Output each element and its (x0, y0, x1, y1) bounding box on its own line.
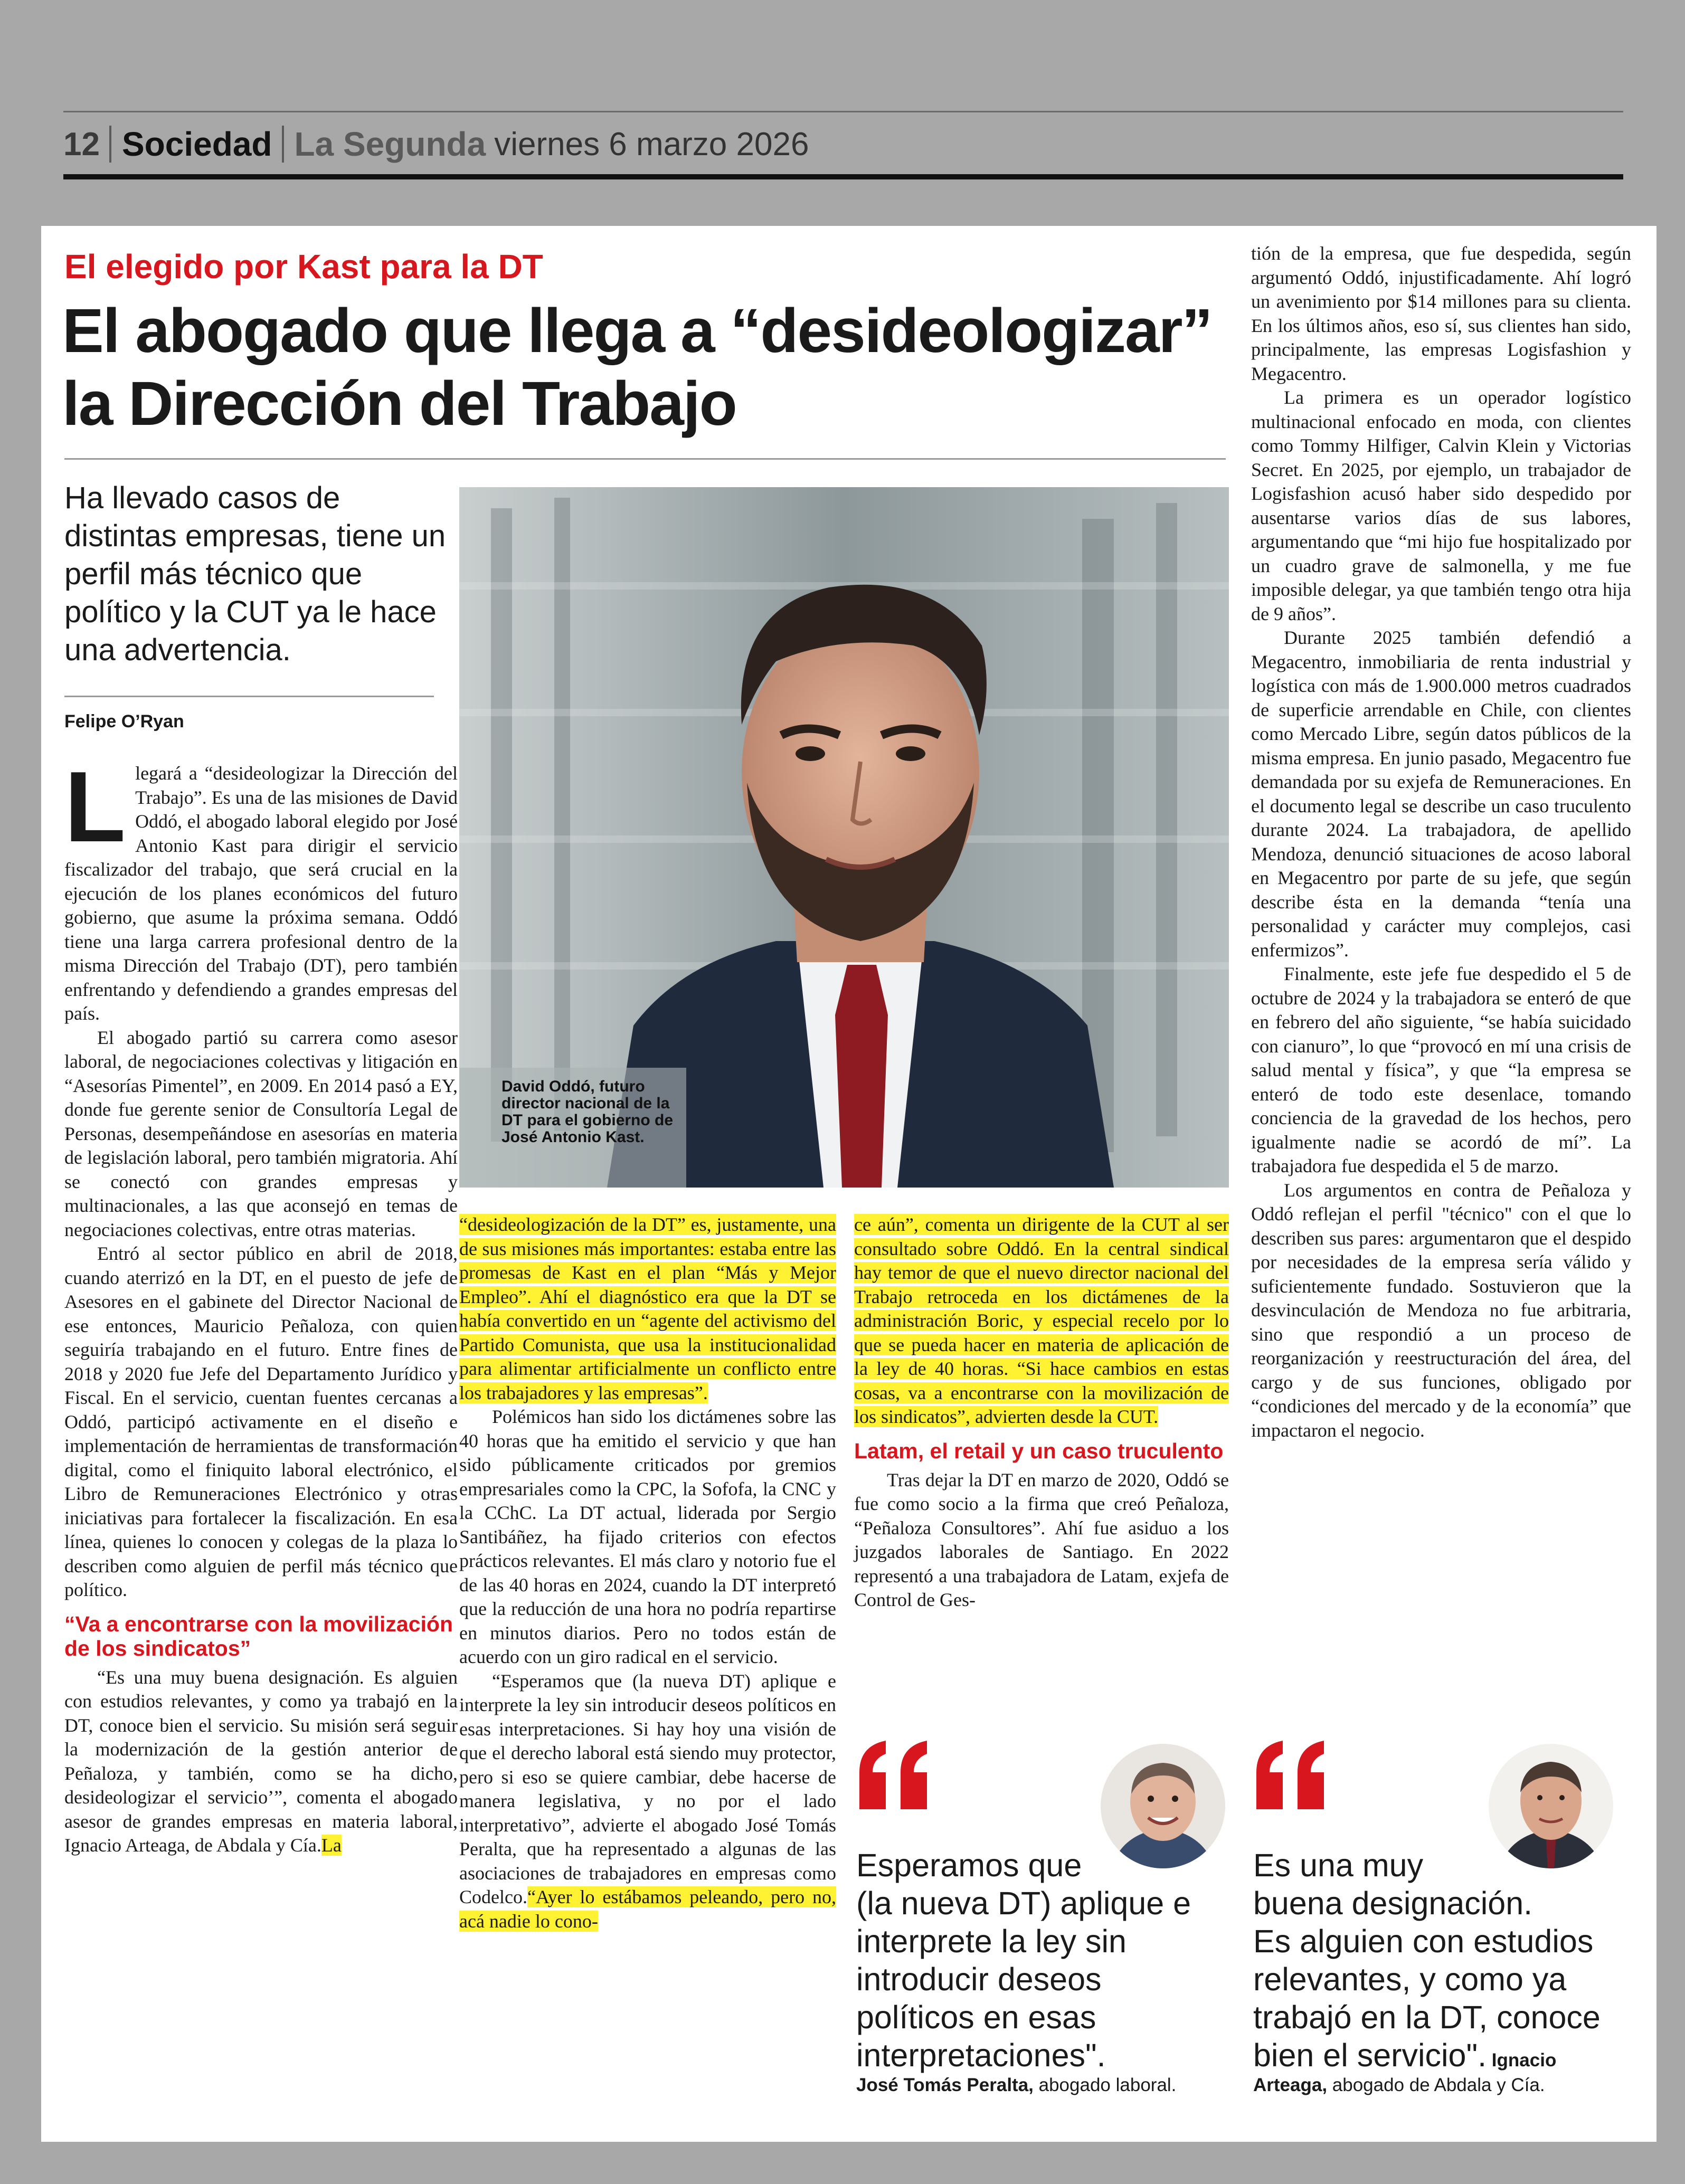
paragraph: tión de la empresa, que fue despedida, según argumentó Oddó, injustificadamente. Ahí logró un avenimiento por $14 millones para su clienta. En los últimos años, eso sí, sus clientes han sido, principalmente, las empresas Logisfashion y Megacentro. (1251, 243, 1631, 384)
quote-line: introducir deseos (856, 1961, 1102, 1997)
quote-line: interpretaciones". (856, 2037, 1106, 2073)
quote-line: relevantes, y como ya (1253, 1961, 1567, 1997)
issue-date: viernes 6 marzo 2026 (494, 126, 809, 163)
portrait-photo (459, 487, 1229, 1188)
quote-line: Esperamos que (856, 1847, 1082, 1883)
article-column-3 (854, 1213, 1229, 1612)
quote-line (1253, 2036, 1601, 2074)
highlighted-text: “Ayer lo estábamos peleando, pero no, acá nadie lo cono- (459, 1886, 836, 1932)
quote-mark-icon (854, 1741, 933, 1809)
article-column-1 (64, 751, 458, 1858)
article-column-4 (1251, 242, 1631, 1442)
article-page (41, 226, 1656, 2142)
paragraph-text: legará a “desideologizar la Dirección del Trabajo”. Es una de las misiones de David Oddó, el abogado laboral elegido por José Antonio Kast para dirigir el servicio fiscalizador del trabajo, que será crucial en la ejecución de los planes económicos del futuro gobierno, que asume la próxima semana. Oddó tiene una larga carrera profesional dentro de la misma Dirección del Trabajo (DT), pero también enfrentando y defendiendo a grandes empresas del país. (64, 763, 458, 1024)
paragraph: Finalmente, este jefe fue despedido el 5 de octubre de 2024 y la trabajadora se enteró de que en febrero del año siguiente, “se había suicidado con cianuro”, lo que “provocó en mí una crisis de salud mental y física”, y que “la empresa se enteró de todo este desenlace, tomando conciencia de la gravedad de los hechos, pero igualmente nadie se acordó de mí”. La trabajadora fue despedida el 5 de marzo. (1251, 963, 1631, 1176)
headline-line-1: El abogado que llega a “desideologizar” (62, 296, 1212, 366)
quote-line: políticos en esas (856, 1999, 1096, 2035)
masthead (63, 111, 1623, 179)
masthead-top-rule (63, 111, 1623, 112)
article-byline: Felipe O’Ryan (64, 711, 184, 732)
article-kicker: El elegido por Kast para la DT (64, 248, 543, 286)
paragraph: El abogado partió su carrera como asesor laboral, de negociaciones colectivas y litigación en “Asesorías Pimentel”, en 2009. En 2014 pasó a EY, donde fue gerente senior de Consultoría Legal de Personas, desempeñándose en asesorías en materia de legislación laboral, pero también migratoria. Ahí se conectó con grandes empresas y multinacionales, a las que aconsejó en temas de negociaciones colectivas, entre otras materias. (64, 1027, 458, 1240)
paragraph: La primera es un operador logístico multinacional enfocado en moda, con clientes como Tommy Hilfiger, Calvin Klein y Victorias Secret. En 2025, por ejemplo, un trabajador de Logisfashion acusó haber sido despedido por ausentarse varios días de sus labores, argumentando que “mi hijo fue hospitalizado por un cuadro grave de salmonella, y me fue imposible delegar, ya que también tengo otra hija de 9 años”. (1251, 387, 1631, 624)
quote-attribution (856, 2074, 1191, 2096)
section-subhead: “Va a encontrarse con la movilización de los sindicatos” (64, 1611, 453, 1660)
paragraph (459, 1213, 836, 1405)
paragraph-text: “Esperamos que (la nueva DT) aplique e interprete la ley sin introducir deseos políticos en esas interpretaciones. Si hay hoy una visión de que el derecho laboral está siendo muy protector, pero si eso se quiere cambiar, debe hacerse de manera legislativa, y no por el lado interpretativo”, advierte el abogado José Tomás Peralta, que ha representado a algunas de las asociaciones de trabajadores en empresas como Codelco. (459, 1670, 836, 1907)
article-headline (62, 295, 1239, 440)
pull-quote-arteaga (1251, 1741, 1636, 2121)
paragraph: Durante 2025 también defendió a Megacentro, inmobiliaria de renta industrial y logística con más de 1.900.000 metros cuadrados de superficie arrendable en Chile, con clientes como Mercado Libre, según datos públicos de la misma empresa. En junio pasado, Megacentro fue demandada por su exjefa de Remuneraciones. En el documento legal se describe un caso truculento durante 2024. La trabajadora, de apellido Mendoza, denunció situaciones de acoso laboral en Megacentro por parte de su jefe, que según describe ésta en la demanda “tenía una personalidad y carácter muy complejos, casi enfermizos”. (1251, 627, 1631, 961)
quote-attribution (1253, 2074, 1601, 2096)
paragraph-text: “Es una muy buena designación. Es alguien con estudios relevantes, y como ya trabajó en la DT, conoce bien el servicio. Su misión será seguir la modernización de la gestión anterior de Peñaloza, y también, como se ha dicho, desideologizar el servicio’”, comenta el abogado asesor de grandes empresas en materia laboral, Ignacio Arteaga, de Abdala y Cía. (64, 1666, 458, 1856)
pull-quote-peralta (854, 1741, 1247, 2121)
quote-line-end: bien el servicio". (1253, 2037, 1487, 2073)
newspaper-brand: La Segunda (294, 125, 486, 163)
quote-mark-icon (1251, 1741, 1330, 1809)
quote-author-role: abogado de Abdala y Cía. (1327, 2075, 1545, 2095)
masthead-bottom-rule (63, 174, 1623, 179)
photo-caption: David Oddó, futuro director nacional de la DT para el gobierno de José Antonio Kast. (501, 1078, 674, 1146)
drop-cap: L (64, 751, 126, 863)
masthead-divider (282, 126, 284, 163)
paragraph (64, 1666, 458, 1858)
paragraph: Los argumentos en contra de Peñaloza y Oddó reflejan el perfil "técnico" con el que lo describen sus pares: argumentaron que el despido por necesidades de la empresa sería válido y suficientemente fundado. Sostuvieron que la desvinculación de Mendoza no fue arbitraria, sino que respondió a un proceso de reorganización y reestructuración del área, del cargo y de sus funciones, obligado por “condiciones del mercado y de la economía” que impactaron el negocio. (1251, 1179, 1631, 1441)
paragraph: Entró al sector público en abril de 2018, cuando aterrizó en la DT, en el puesto de jefe de Asesores en el gabinete del Director Nacional de ese entonces, Mauricio Peñaloza, con quien seguiría trabajando en el futuro. Entre fines de 2018 y 2020 fue Jefe del Departamento Jurídico y Fiscal. En el servicio, cuentan fuentes cercanas a Oddó, participó activamente en el diseño e implementación de herramientas de transformación digital, como el finiquito laboral electrónico, el Libro de Remuneraciones Electrónico y otras iniciativas para fortalecer la fiscalización. En esa línea, quienes lo conocen y colegas de la plaza lo describen como alguien de perfil más técnico que político. (64, 1243, 458, 1600)
page-number: 12 (63, 126, 100, 163)
quote-line: trabajó en la DT, conoce (1253, 1999, 1601, 2035)
paragraph (64, 751, 458, 1026)
article-deck: Ha llevado casos de distintas empresas, tiene un perfil más técnico que político y la CUT ya le hace una advertencia. (64, 481, 446, 667)
highlighted-text: La (321, 1835, 342, 1856)
section-subhead: Latam, el retail y un caso truculento (854, 1438, 1224, 1463)
paragraph: Tras dejar la DT en marzo de 2020, Oddó se fue como socio a la firma que creó Peñaloza, “Peñaloza Consultores”. Ahí fue asiduo a los juzgados laborales de Santiago. En 2022 representó a una trabajadora de Latam, exjefa de Control de Ges- (854, 1469, 1229, 1610)
quote-author-first: Ignacio (1487, 2050, 1557, 2071)
masthead-divider (109, 126, 111, 163)
quote-line: buena designación. (1253, 1885, 1533, 1921)
paragraph (459, 1669, 836, 1934)
masthead-row (63, 120, 809, 168)
paragraph (854, 1213, 1229, 1429)
quote-line: (la nueva DT) aplique e (856, 1885, 1191, 1921)
deck-rule (64, 696, 434, 697)
article-column-2 (459, 1213, 836, 1933)
headline-line-2: la Dirección del Trabajo (62, 369, 736, 439)
quote-text (856, 1846, 1191, 2096)
quote-line: Es alguien con estudios (1253, 1923, 1594, 1959)
quote-line: Es una muy (1253, 1847, 1424, 1883)
quote-author: José Tomás Peralta, (856, 2075, 1034, 2095)
quote-text (1253, 1846, 1601, 2096)
paragraph: Polémicos han sido los dictámenes sobre las 40 horas que ha emitido el servicio y que han sido públicamente criticados por gremios empresariales como la CPC, la Sofofa, la CNC y la CChC. La DT actual, liderada por Sergio Santibáñez, ha fijado criterios con efectos prácticos relevantes. El más claro y notorio fue el de las 40 horas en 2024, cuando la DT interpretó que la reducción de una hora no podría repartirse en minutos diarios. Pero no todos están de acuerdo con un giro radical en el servicio. (459, 1406, 836, 1667)
section-name: Sociedad (121, 125, 272, 163)
quote-author: Arteaga, (1253, 2075, 1328, 2095)
headline-rule (64, 458, 1226, 460)
quote-line: interprete la ley sin (856, 1923, 1127, 1959)
highlighted-text: “desideologización de la DT” es, justamente, una de sus misiones más importantes: estaba entre las promesas de Kast en el plan “Más y Mejor Empleo”. Ahí el diagnóstico era que la DT se había convertido en un “agente del activismo del Partido Comunista, que usa la institucionalidad para alimentar artificialmente un conflicto entre los trabajadores y las empresas”. (459, 1214, 836, 1403)
quote-author-role: abogado laboral. (1033, 2075, 1177, 2095)
highlighted-text: ce aún”, comenta un dirigente de la CUT al ser consultado sobre Oddó. En la central sindical hay temor de que el nuevo director nacional del Trabajo retroceda en los dictámenes de la administración Boric, y especial recelo por lo que se pueda hacer en materia de aplicación de la ley de 40 horas. “Si hace cambios en estas cosas, va a encontrarse con la movilización de los sindicatos”, advierten desde la CUT. (854, 1214, 1229, 1427)
